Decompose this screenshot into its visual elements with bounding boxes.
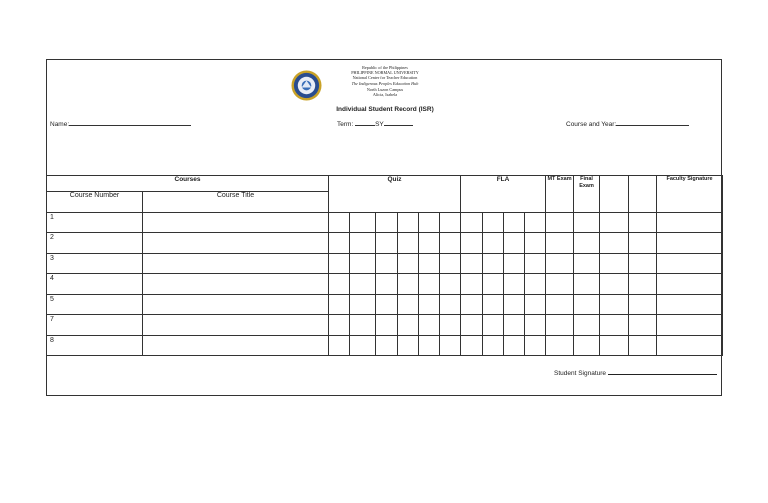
quiz-cell[interactable] bbox=[419, 274, 440, 295]
quiz-cell[interactable] bbox=[440, 315, 461, 336]
mt-exam-cell[interactable] bbox=[546, 295, 574, 315]
extra-cell[interactable] bbox=[600, 336, 629, 356]
final-exam-header: Final Exam bbox=[574, 176, 600, 213]
fla-cell[interactable] bbox=[483, 295, 504, 315]
final-exam-cell[interactable] bbox=[574, 295, 600, 315]
quiz-cell[interactable] bbox=[419, 233, 440, 254]
fla-cell[interactable] bbox=[483, 254, 504, 274]
quiz-cell[interactable] bbox=[419, 254, 440, 274]
quiz-cell[interactable] bbox=[419, 336, 440, 356]
course-number-header: Course Number bbox=[47, 192, 143, 213]
mt-exam-cell[interactable] bbox=[546, 233, 574, 254]
fla-cell[interactable] bbox=[525, 274, 546, 295]
fla-cell[interactable] bbox=[504, 233, 525, 254]
fla-cell[interactable] bbox=[504, 315, 525, 336]
quiz-cell[interactable] bbox=[419, 213, 440, 233]
blank-header-2 bbox=[629, 176, 657, 213]
quiz-cell[interactable] bbox=[440, 295, 461, 315]
fla-cell[interactable] bbox=[525, 233, 546, 254]
quiz-cell[interactable] bbox=[440, 336, 461, 356]
extra-cell[interactable] bbox=[629, 254, 657, 274]
extra-cell[interactable] bbox=[600, 233, 629, 254]
row-number: 2 bbox=[47, 233, 143, 254]
fla-cell[interactable] bbox=[483, 233, 504, 254]
faculty-signature-cell[interactable] bbox=[657, 233, 723, 254]
fla-cell[interactable] bbox=[504, 295, 525, 315]
fla-cell[interactable] bbox=[461, 315, 483, 336]
quiz-cell[interactable] bbox=[440, 254, 461, 274]
sy-label: SY bbox=[375, 121, 384, 128]
name-label: Name: bbox=[50, 121, 70, 128]
final-exam-cell[interactable] bbox=[574, 274, 600, 295]
faculty-signature-cell[interactable] bbox=[657, 213, 723, 233]
course-title-cell[interactable] bbox=[143, 295, 329, 315]
form-title: Individual Student Record (ISR) bbox=[336, 106, 434, 113]
faculty-signature-cell[interactable] bbox=[657, 254, 723, 274]
extra-cell[interactable] bbox=[629, 274, 657, 295]
quiz-cell[interactable] bbox=[398, 274, 419, 295]
quiz-cell[interactable] bbox=[440, 213, 461, 233]
quiz-cell[interactable] bbox=[329, 295, 350, 315]
grades-table bbox=[46, 175, 723, 356]
quiz-cell[interactable] bbox=[376, 213, 398, 233]
table-row bbox=[47, 295, 723, 315]
final-exam-cell[interactable] bbox=[574, 315, 600, 336]
row-number: 1 bbox=[47, 213, 143, 233]
mt-exam-cell[interactable] bbox=[546, 315, 574, 336]
student-signature-label: Student Signature bbox=[554, 370, 607, 377]
quiz-cell[interactable] bbox=[350, 315, 376, 336]
fla-cell[interactable] bbox=[483, 274, 504, 295]
course-title-cell[interactable] bbox=[143, 336, 329, 356]
extra-cell[interactable] bbox=[629, 336, 657, 356]
header-line-location: Alicia, Isabela bbox=[372, 92, 398, 97]
fla-cell[interactable] bbox=[461, 336, 483, 356]
courses-header: Courses bbox=[47, 176, 329, 192]
course-title-cell[interactable] bbox=[143, 213, 329, 233]
quiz-cell[interactable] bbox=[329, 213, 350, 233]
fla-cell[interactable] bbox=[504, 254, 525, 274]
quiz-cell[interactable] bbox=[376, 315, 398, 336]
fla-cell[interactable] bbox=[483, 213, 504, 233]
fla-cell[interactable] bbox=[504, 213, 525, 233]
header-line-university: PHILIPPINE NORMAL UNIVERSITY bbox=[351, 70, 419, 75]
header-line-republic: Republic of the Philippines bbox=[362, 65, 408, 70]
extra-cell[interactable] bbox=[600, 295, 629, 315]
faculty-signature-cell[interactable] bbox=[657, 295, 723, 315]
quiz-cell[interactable] bbox=[398, 254, 419, 274]
quiz-cell[interactable] bbox=[350, 274, 376, 295]
quiz-cell[interactable] bbox=[440, 274, 461, 295]
final-exam-cell[interactable] bbox=[574, 336, 600, 356]
quiz-cell[interactable] bbox=[329, 254, 350, 274]
fla-cell[interactable] bbox=[483, 315, 504, 336]
course-title-header: Course Title bbox=[143, 192, 329, 213]
blank-header-1 bbox=[600, 176, 629, 213]
table-row bbox=[47, 315, 723, 336]
faculty-signature-cell[interactable] bbox=[657, 315, 723, 336]
course-title-cell[interactable] bbox=[143, 315, 329, 336]
course-title-cell[interactable] bbox=[143, 254, 329, 274]
quiz-cell[interactable] bbox=[329, 336, 350, 356]
fla-cell[interactable] bbox=[525, 336, 546, 356]
sy-blank[interactable] bbox=[384, 119, 413, 126]
student-signature-field[interactable] bbox=[554, 368, 717, 377]
course-year-blank[interactable] bbox=[616, 119, 689, 126]
quiz-cell[interactable] bbox=[350, 254, 376, 274]
quiz-cell[interactable] bbox=[376, 295, 398, 315]
quiz-cell[interactable] bbox=[440, 233, 461, 254]
faculty-signature-cell[interactable] bbox=[657, 336, 723, 356]
final-exam-cell[interactable] bbox=[574, 213, 600, 233]
mt-exam-cell[interactable] bbox=[546, 213, 574, 233]
extra-cell[interactable] bbox=[600, 315, 629, 336]
table-row bbox=[47, 254, 723, 274]
quiz-cell[interactable] bbox=[376, 336, 398, 356]
fla-cell[interactable] bbox=[461, 213, 483, 233]
fla-cell[interactable] bbox=[483, 336, 504, 356]
extra-cell[interactable] bbox=[629, 295, 657, 315]
course-year-field[interactable] bbox=[566, 119, 689, 128]
quiz-cell[interactable] bbox=[398, 295, 419, 315]
term-label: Term: bbox=[337, 121, 354, 128]
term-field[interactable] bbox=[337, 119, 413, 128]
quiz-cell[interactable] bbox=[350, 233, 376, 254]
student-signature-line[interactable] bbox=[608, 368, 717, 375]
course-title-cell[interactable] bbox=[143, 274, 329, 295]
header-line-campus: North Luzon Campus bbox=[366, 87, 404, 92]
header-line-center: National Center for Teacher Education bbox=[352, 75, 418, 80]
mt-exam-header: MT Exam bbox=[546, 176, 574, 213]
course-year-label: Course and Year: bbox=[566, 121, 617, 128]
quiz-cell[interactable] bbox=[350, 295, 376, 315]
fla-header: FLA bbox=[461, 176, 546, 213]
header-line-hub: The Indigenous Peoples Education Hub bbox=[351, 81, 419, 86]
row-number: 7 bbox=[47, 315, 143, 336]
quiz-cell[interactable] bbox=[376, 254, 398, 274]
fla-cell[interactable] bbox=[461, 254, 483, 274]
extra-cell[interactable] bbox=[600, 274, 629, 295]
row-number: 8 bbox=[47, 336, 143, 356]
quiz-cell[interactable] bbox=[398, 213, 419, 233]
extra-cell[interactable] bbox=[629, 213, 657, 233]
term-blank[interactable] bbox=[355, 119, 375, 126]
fla-cell[interactable] bbox=[461, 233, 483, 254]
extra-cell[interactable] bbox=[629, 315, 657, 336]
fla-cell[interactable] bbox=[525, 213, 546, 233]
row-number: 4 bbox=[47, 274, 143, 295]
fla-cell[interactable] bbox=[525, 254, 546, 274]
mt-exam-cell[interactable] bbox=[546, 254, 574, 274]
fla-cell[interactable] bbox=[504, 336, 525, 356]
mt-exam-cell[interactable] bbox=[546, 336, 574, 356]
quiz-header: Quiz bbox=[329, 176, 461, 213]
table-row bbox=[47, 213, 723, 233]
table-row bbox=[47, 274, 723, 295]
extra-cell[interactable] bbox=[600, 213, 629, 233]
fla-cell[interactable] bbox=[525, 315, 546, 336]
quiz-cell[interactable] bbox=[329, 315, 350, 336]
quiz-cell[interactable] bbox=[398, 315, 419, 336]
quiz-cell[interactable] bbox=[350, 336, 376, 356]
course-title-cell[interactable] bbox=[143, 233, 329, 254]
fla-cell[interactable] bbox=[461, 295, 483, 315]
name-field[interactable] bbox=[50, 119, 191, 128]
quiz-cell[interactable] bbox=[350, 213, 376, 233]
quiz-cell[interactable] bbox=[419, 315, 440, 336]
row-number: 5 bbox=[47, 295, 143, 315]
table-row bbox=[47, 336, 723, 356]
fla-cell[interactable] bbox=[525, 295, 546, 315]
final-exam-cell[interactable] bbox=[574, 233, 600, 254]
name-blank[interactable] bbox=[69, 119, 191, 126]
extra-cell[interactable] bbox=[629, 233, 657, 254]
final-exam-cell[interactable] bbox=[574, 254, 600, 274]
fla-cell[interactable] bbox=[461, 274, 483, 295]
table-row bbox=[47, 233, 723, 254]
quiz-cell[interactable] bbox=[419, 295, 440, 315]
quiz-cell[interactable] bbox=[329, 274, 350, 295]
quiz-cell[interactable] bbox=[376, 274, 398, 295]
quiz-cell[interactable] bbox=[398, 336, 419, 356]
fla-cell[interactable] bbox=[504, 274, 525, 295]
extra-cell[interactable] bbox=[600, 254, 629, 274]
header-row-1 bbox=[47, 176, 723, 192]
quiz-cell[interactable] bbox=[329, 233, 350, 254]
quiz-cell[interactable] bbox=[376, 233, 398, 254]
mt-exam-cell[interactable] bbox=[546, 274, 574, 295]
quiz-cell[interactable] bbox=[398, 233, 419, 254]
row-number: 3 bbox=[47, 254, 143, 274]
faculty-signature-cell[interactable] bbox=[657, 274, 723, 295]
faculty-signature-header: Faculty Signature bbox=[657, 176, 723, 213]
